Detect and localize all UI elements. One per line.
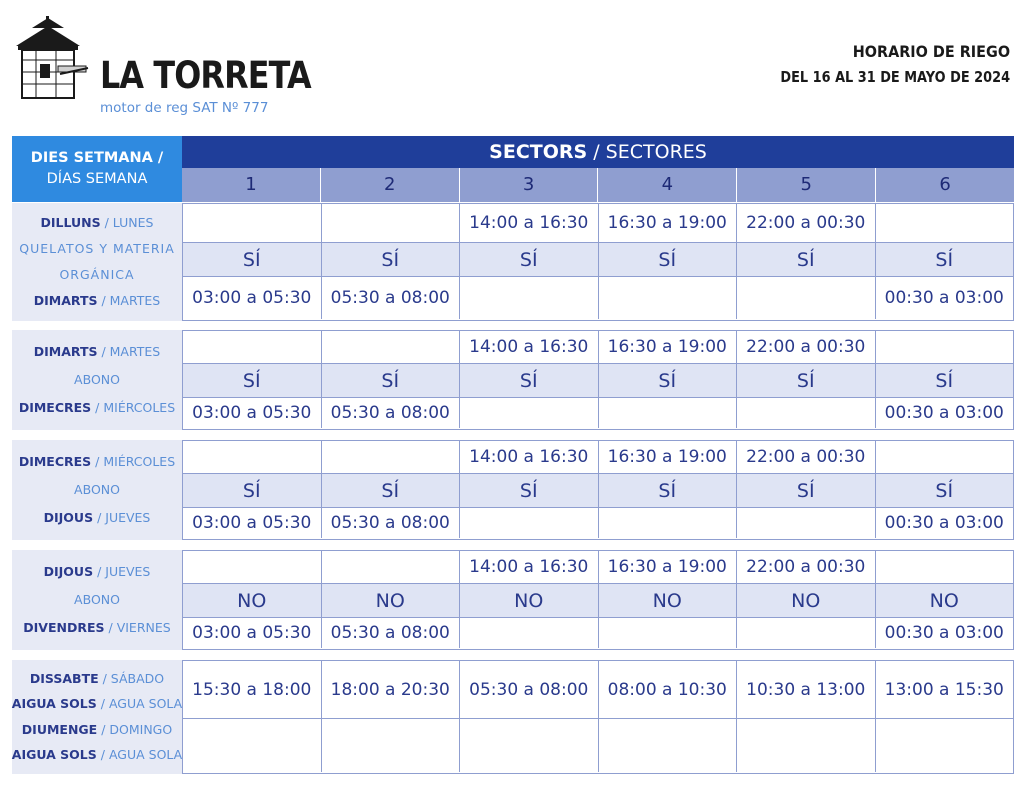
sectors-header-rest: / SECTORES [587, 141, 707, 163]
table-row [183, 507, 1013, 538]
time-cell: 05:30 a 08:00 [321, 508, 460, 538]
time-cell: 16:30 a 19:00 [598, 441, 737, 473]
time-cell: 13:00 a 15:30 [875, 661, 1014, 718]
block-grid [182, 440, 1014, 540]
status-cell: SÍ [875, 364, 1014, 397]
time-cell: 16:30 a 19:00 [598, 331, 737, 363]
time-cell [598, 719, 737, 772]
day-label: DIMARTS / MARTES [33, 344, 161, 359]
logo-subtitle: motor de reg SAT Nº 777 [100, 100, 269, 116]
time-cell [598, 277, 737, 319]
time-cell [183, 331, 321, 363]
table-row [183, 661, 1013, 718]
time-cell [875, 441, 1014, 473]
table-row [183, 242, 1013, 276]
status-cell: SÍ [736, 364, 875, 397]
block-grid [182, 330, 1014, 430]
time-cell: 03:00 a 05:30 [192, 623, 312, 643]
days-header-line2: DÍAS SEMANA [46, 171, 148, 187]
day-label: DIMARTS / MARTES [33, 293, 161, 308]
table-row [183, 617, 1013, 648]
status-cell: SÍ [598, 474, 737, 507]
time-cell: 05:30 a 08:00 [321, 618, 460, 648]
sector-number: 3 [459, 168, 598, 202]
schedule-block-4 [12, 550, 1014, 650]
time-cell [598, 398, 737, 428]
time-cell [321, 551, 460, 583]
status-cell: NO [321, 584, 460, 617]
status-cell: NO [875, 584, 1014, 617]
tower-icon [12, 16, 92, 102]
block-grid [182, 660, 1014, 774]
schedule-block-1 [12, 203, 1014, 321]
logo-name: LA TORRETA [100, 54, 311, 97]
time-cell: 03:00 a 05:30 [192, 288, 312, 308]
status-cell: SÍ [242, 479, 261, 502]
time-cell [321, 204, 460, 242]
table-row [183, 276, 1013, 319]
sectors-header-bold: SECTORS [489, 141, 588, 163]
table-row [183, 718, 1013, 772]
time-cell: 18:00 a 20:30 [321, 661, 460, 718]
time-cell: 14:00 a 16:30 [459, 331, 598, 363]
sectors-header [182, 136, 1014, 168]
treatment-label: ORGÁNICA [59, 267, 135, 282]
day-label: DIMECRES / MIÉRCOLES [18, 454, 176, 469]
block-day-labels [12, 440, 182, 540]
status-cell: NO [237, 589, 267, 612]
status-cell: SÍ [321, 243, 460, 276]
time-cell: 08:00 a 10:30 [598, 661, 737, 718]
sector-number: 5 [736, 168, 875, 202]
time-cell [875, 551, 1014, 583]
status-cell: SÍ [321, 364, 460, 397]
day-label: DISSABTE / SÁBADO [29, 671, 165, 687]
time-cell [736, 277, 875, 319]
table-row [183, 331, 1013, 363]
time-cell [183, 551, 321, 583]
status-cell: SÍ [321, 474, 460, 507]
time-cell [598, 508, 737, 538]
time-cell [183, 441, 321, 473]
time-cell: 22:00 a 00:30 [736, 441, 875, 473]
time-cell [875, 331, 1014, 363]
status-cell: SÍ [875, 474, 1014, 507]
time-cell [459, 618, 598, 648]
time-cell: 22:00 a 00:30 [736, 331, 875, 363]
day-label: DIJOUS / JUEVES [43, 510, 151, 525]
time-cell: 22:00 a 00:30 [736, 551, 875, 583]
block-day-labels [12, 660, 182, 774]
table-row [183, 551, 1013, 583]
time-cell [736, 719, 875, 772]
day-label: DIMECRES / MIÉRCOLES [18, 400, 176, 415]
sector-number: 6 [875, 168, 1014, 202]
time-cell [183, 719, 321, 772]
sector-number: 1 [245, 174, 257, 195]
day-label: DILLUNS / LUNES [40, 215, 154, 230]
time-cell: 15:30 a 18:00 [192, 679, 312, 700]
document-date-range: DEL 16 AL 31 DE MAYO DE 2024 [780, 68, 1010, 86]
time-cell [321, 719, 460, 772]
days-header-cell [12, 136, 182, 202]
block-day-labels [12, 330, 182, 430]
time-cell: 00:30 a 03:00 [875, 508, 1014, 538]
status-cell: SÍ [875, 243, 1014, 276]
time-cell [321, 331, 460, 363]
treatment-label: QUELATOS Y MATERIA [19, 241, 175, 256]
schedule-block-weekend [12, 660, 1014, 774]
sector-number: 4 [597, 168, 736, 202]
document-title: HORARIO DE RIEGO [852, 42, 1010, 61]
status-cell: SÍ [598, 243, 737, 276]
time-cell: 14:00 a 16:30 [459, 204, 598, 242]
time-cell: 03:00 a 05:30 [192, 513, 312, 533]
time-cell: 05:30 a 08:00 [321, 398, 460, 428]
time-cell [183, 204, 321, 242]
schedule-block-3 [12, 440, 1014, 540]
time-cell: 14:00 a 16:30 [459, 551, 598, 583]
time-cell [459, 277, 598, 319]
status-cell: SÍ [242, 248, 261, 271]
status-cell: NO [459, 584, 598, 617]
time-cell [459, 719, 598, 772]
treatment-label: ABONO [74, 482, 120, 497]
time-cell [736, 508, 875, 538]
treatment-label: ABONO [74, 372, 120, 387]
status-cell: SÍ [736, 474, 875, 507]
table-row [183, 441, 1013, 473]
status-cell: SÍ [736, 243, 875, 276]
schedule-block-2 [12, 330, 1014, 430]
time-cell [875, 204, 1014, 242]
day-label: DIVENDRES / VIERNES [23, 620, 171, 635]
time-cell [459, 508, 598, 538]
status-cell: SÍ [459, 243, 598, 276]
time-cell: 00:30 a 03:00 [875, 618, 1014, 648]
block-grid [182, 550, 1014, 650]
document-header [743, 42, 1010, 86]
treatment-label: AIGUA SOLS / AGUA SOLA [11, 696, 183, 712]
time-cell: 05:30 a 08:00 [459, 661, 598, 718]
table-row [183, 397, 1013, 428]
logo [12, 16, 311, 116]
table-row [183, 473, 1013, 507]
block-day-labels [12, 203, 182, 321]
time-cell [459, 398, 598, 428]
time-cell: 05:30 a 08:00 [321, 277, 460, 319]
status-cell: NO [598, 584, 737, 617]
sector-number-row [182, 168, 1014, 202]
sector-number: 2 [320, 168, 459, 202]
status-cell: SÍ [598, 364, 737, 397]
time-cell: 00:30 a 03:00 [875, 277, 1014, 319]
table-row [183, 363, 1013, 397]
status-cell: SÍ [459, 474, 598, 507]
block-day-labels [12, 550, 182, 650]
time-cell: 16:30 a 19:00 [598, 204, 737, 242]
days-header-line1: DIES SETMANA / [30, 150, 164, 166]
time-cell: 14:00 a 16:30 [459, 441, 598, 473]
table-row [183, 583, 1013, 617]
time-cell: 22:00 a 00:30 [736, 204, 875, 242]
block-grid [182, 203, 1014, 321]
time-cell: 00:30 a 03:00 [875, 398, 1014, 428]
time-cell [598, 618, 737, 648]
day-label: DIJOUS / JUEVES [43, 564, 151, 579]
status-cell: SÍ [459, 364, 598, 397]
time-cell: 10:30 a 13:00 [736, 661, 875, 718]
status-cell: NO [736, 584, 875, 617]
time-cell [736, 398, 875, 428]
time-cell: 03:00 a 05:30 [192, 403, 312, 423]
time-cell: 16:30 a 19:00 [598, 551, 737, 583]
treatment-label: AIGUA SOLS / AGUA SOLA [11, 746, 183, 762]
time-cell [736, 618, 875, 648]
table-row [183, 204, 1013, 242]
time-cell [321, 441, 460, 473]
day-label: DIUMENGE / DOMINGO [21, 721, 173, 737]
treatment-label: ABONO [74, 592, 120, 607]
status-cell: SÍ [242, 369, 261, 392]
time-cell [875, 719, 1014, 772]
